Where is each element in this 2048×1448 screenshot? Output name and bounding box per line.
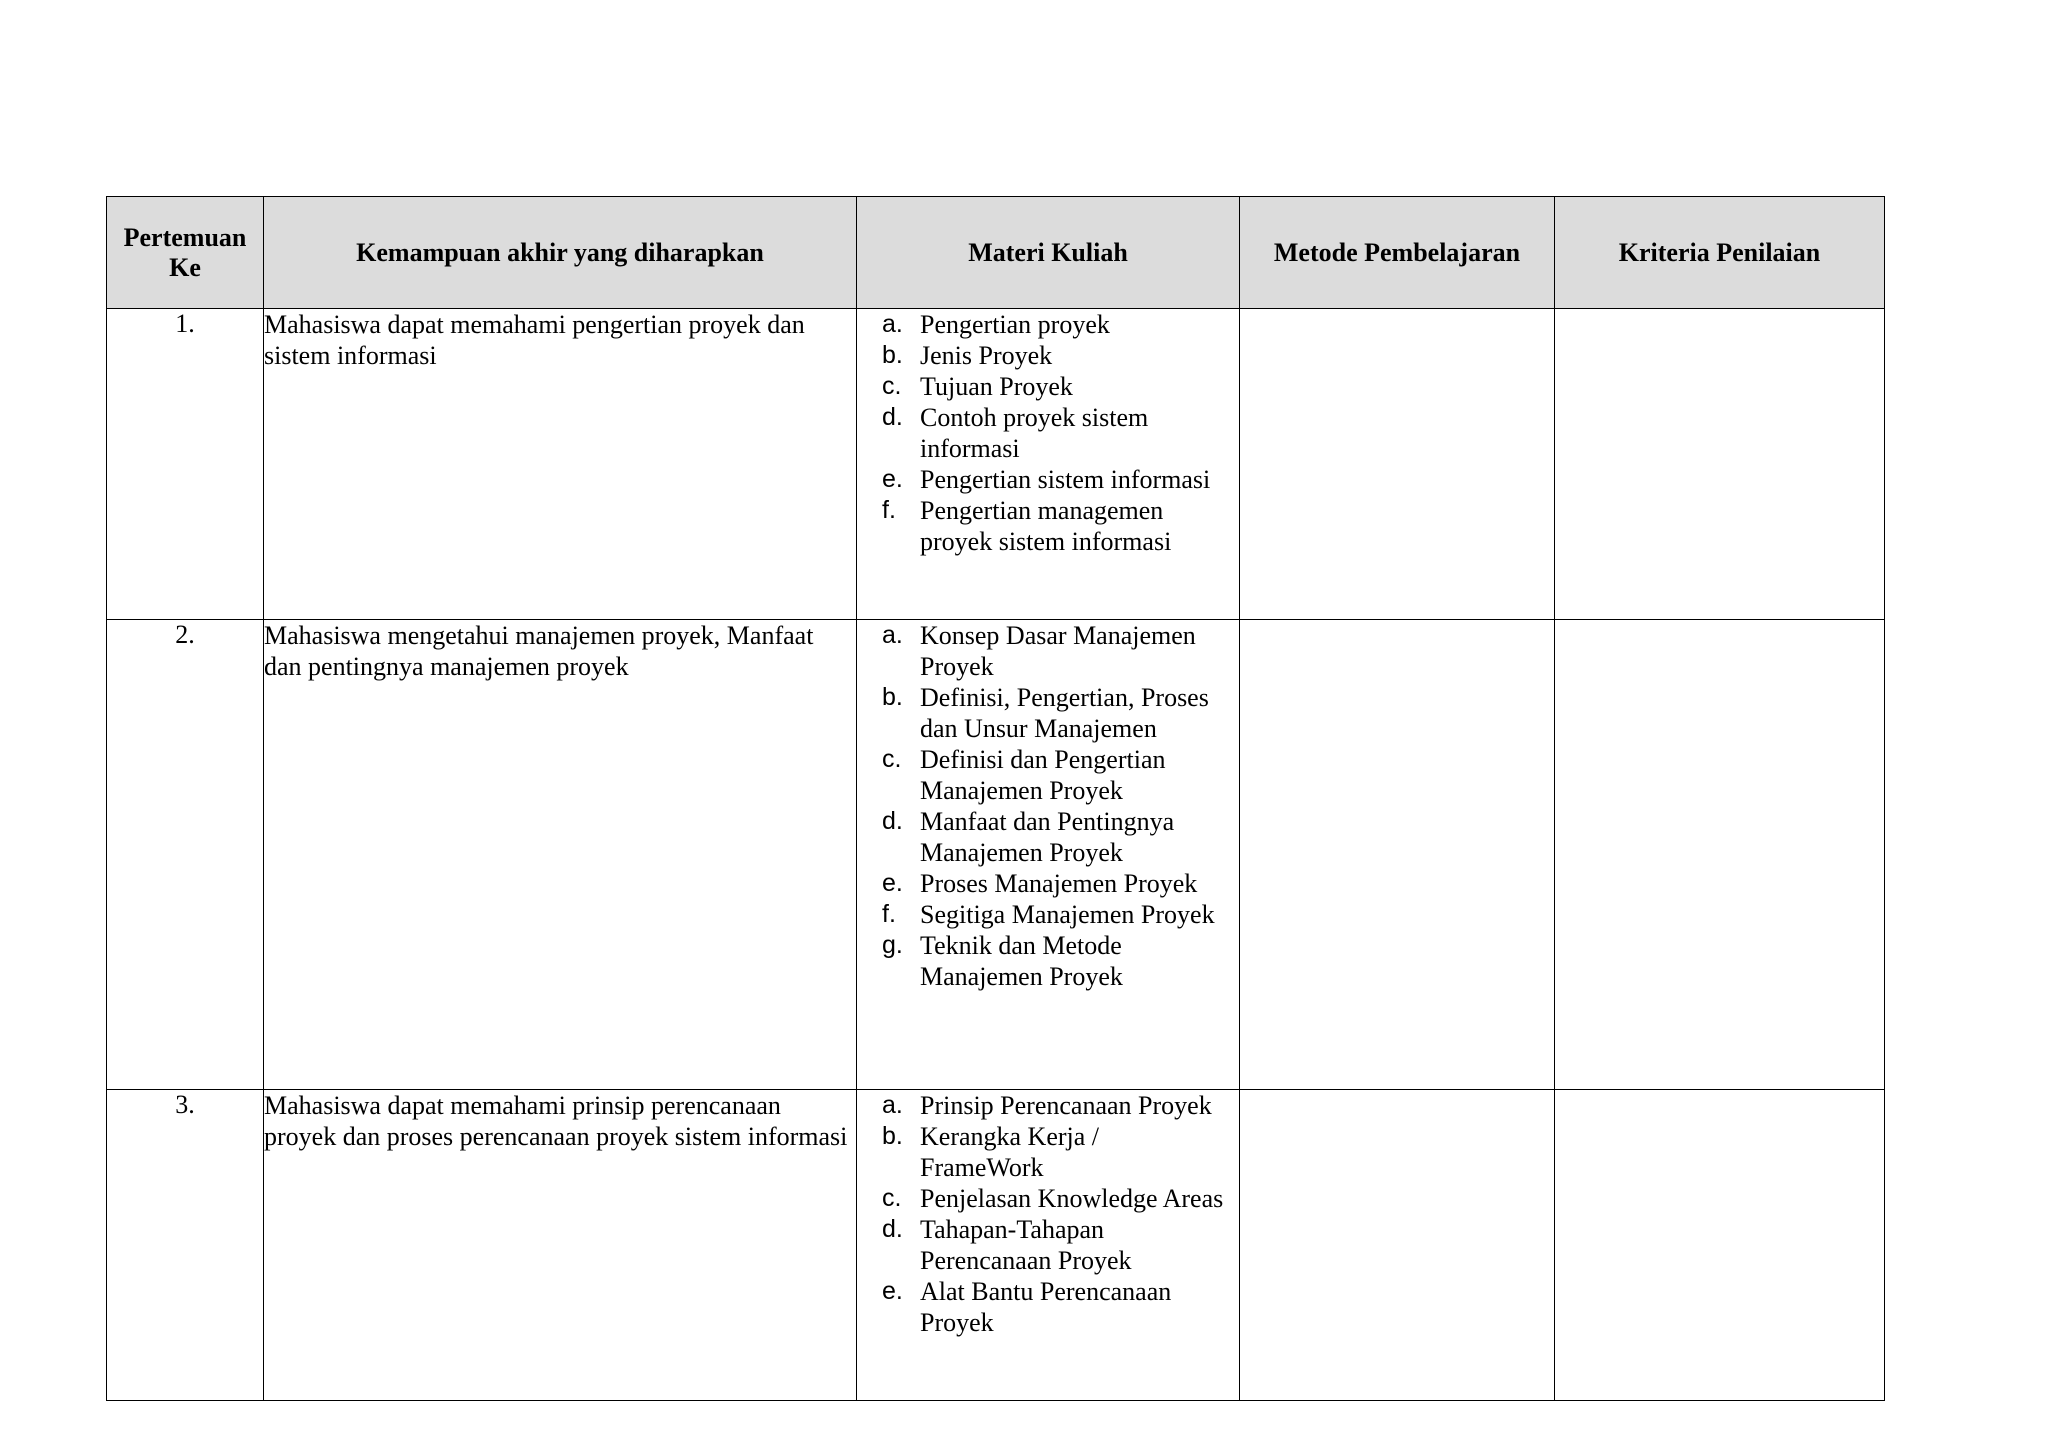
item-letter: f.	[882, 496, 896, 524]
material-item	[882, 899, 1239, 930]
material-item	[882, 1090, 1239, 1121]
table-row	[107, 1090, 1885, 1401]
material-item	[882, 402, 1239, 464]
material-item	[882, 309, 1239, 340]
item-text: Tahapan-Tahapan Perencanaan Proyek	[920, 1215, 1132, 1275]
item-text: Contoh proyek sistem informasi	[920, 403, 1149, 463]
item-text: Jenis Proyek	[920, 341, 1053, 370]
table-row	[107, 309, 1885, 620]
item-letter: c.	[882, 745, 902, 773]
item-letter: e.	[882, 465, 903, 493]
meeting-number: 3.	[107, 1090, 264, 1401]
course-material	[857, 309, 1240, 620]
item-text: Segitiga Manajemen Proyek	[920, 900, 1215, 929]
header-metode: Metode Pembelajaran	[1240, 197, 1555, 309]
header-kemampuan: Kemampuan akhir yang diharapkan	[264, 197, 857, 309]
item-text: Alat Bantu Perencanaan Proyek	[920, 1277, 1172, 1337]
material-list	[857, 309, 1239, 557]
material-item	[882, 1183, 1239, 1214]
item-letter: d.	[882, 403, 903, 431]
material-item	[882, 806, 1239, 868]
item-letter: d.	[882, 1215, 903, 1243]
material-item	[882, 495, 1239, 557]
meeting-number: 2.	[107, 620, 264, 1090]
item-letter: b.	[882, 341, 903, 369]
item-text: Kerangka Kerja / FrameWork	[920, 1122, 1100, 1182]
item-text: Prinsip Perencanaan Proyek	[920, 1091, 1212, 1120]
learning-outcome: Mahasiswa dapat memahami pengertian proyek dan sistem informasi	[264, 309, 857, 620]
item-letter: c.	[882, 372, 902, 400]
course-plan-table	[106, 196, 1885, 1401]
item-text: Proses Manajemen Proyek	[920, 869, 1198, 898]
learning-outcome: Mahasiswa dapat memahami prinsip perencanaan proyek dan proses perencanaan proyek sistem informasi	[264, 1090, 857, 1401]
material-item	[882, 1276, 1239, 1338]
assessment-criteria	[1555, 1090, 1885, 1401]
item-letter: f.	[882, 900, 896, 928]
item-text: Tujuan Proyek	[920, 372, 1073, 401]
item-letter: e.	[882, 869, 903, 897]
material-item	[882, 464, 1239, 495]
item-letter: b.	[882, 683, 903, 711]
material-item	[882, 930, 1239, 992]
item-text: Pengertian proyek	[920, 310, 1110, 339]
material-item	[882, 1121, 1239, 1183]
course-material	[857, 1090, 1240, 1401]
item-text: Konsep Dasar Manajemen Proyek	[920, 621, 1196, 681]
learning-outcome: Mahasiswa mengetahui manajemen proyek, Manfaat dan pentingnya manajemen proyek	[264, 620, 857, 1090]
header-kriteria: Kriteria Penilaian	[1555, 197, 1885, 309]
material-item	[882, 340, 1239, 371]
table-header	[107, 197, 1885, 309]
learning-method	[1240, 309, 1555, 620]
item-text: Manfaat dan Pentingnya Manajemen Proyek	[920, 807, 1175, 867]
item-text: Teknik dan Metode Manajemen Proyek	[920, 931, 1123, 991]
material-item	[882, 868, 1239, 899]
learning-method	[1240, 1090, 1555, 1401]
item-letter: a.	[882, 310, 903, 338]
material-item	[882, 682, 1239, 744]
material-list	[857, 620, 1239, 992]
item-letter: e.	[882, 1277, 903, 1305]
material-item	[882, 371, 1239, 402]
item-letter: c.	[882, 1184, 902, 1212]
assessment-criteria	[1555, 620, 1885, 1090]
header-materi: Materi Kuliah	[857, 197, 1240, 309]
course-material	[857, 620, 1240, 1090]
item-letter: b.	[882, 1122, 903, 1150]
item-letter: g.	[882, 931, 903, 959]
item-text: Definisi, Pengertian, Proses dan Unsur Manajemen	[920, 683, 1209, 743]
item-text: Pengertian sistem informasi	[920, 465, 1211, 494]
material-list	[857, 1090, 1239, 1338]
item-letter: a.	[882, 621, 903, 649]
item-text: Definisi dan Pengertian Manajemen Proyek	[920, 745, 1166, 805]
material-item	[882, 620, 1239, 682]
header-pertemuan: Pertemuan Ke	[107, 197, 264, 309]
material-item	[882, 1214, 1239, 1276]
learning-method	[1240, 620, 1555, 1090]
item-text: Pengertian managemen proyek sistem informasi	[920, 496, 1172, 556]
table-row	[107, 620, 1885, 1090]
assessment-criteria	[1555, 309, 1885, 620]
material-item	[882, 744, 1239, 806]
item-letter: a.	[882, 1091, 903, 1119]
item-text: Penjelasan Knowledge Areas	[920, 1184, 1224, 1213]
meeting-number: 1.	[107, 309, 264, 620]
item-letter: d.	[882, 807, 903, 835]
